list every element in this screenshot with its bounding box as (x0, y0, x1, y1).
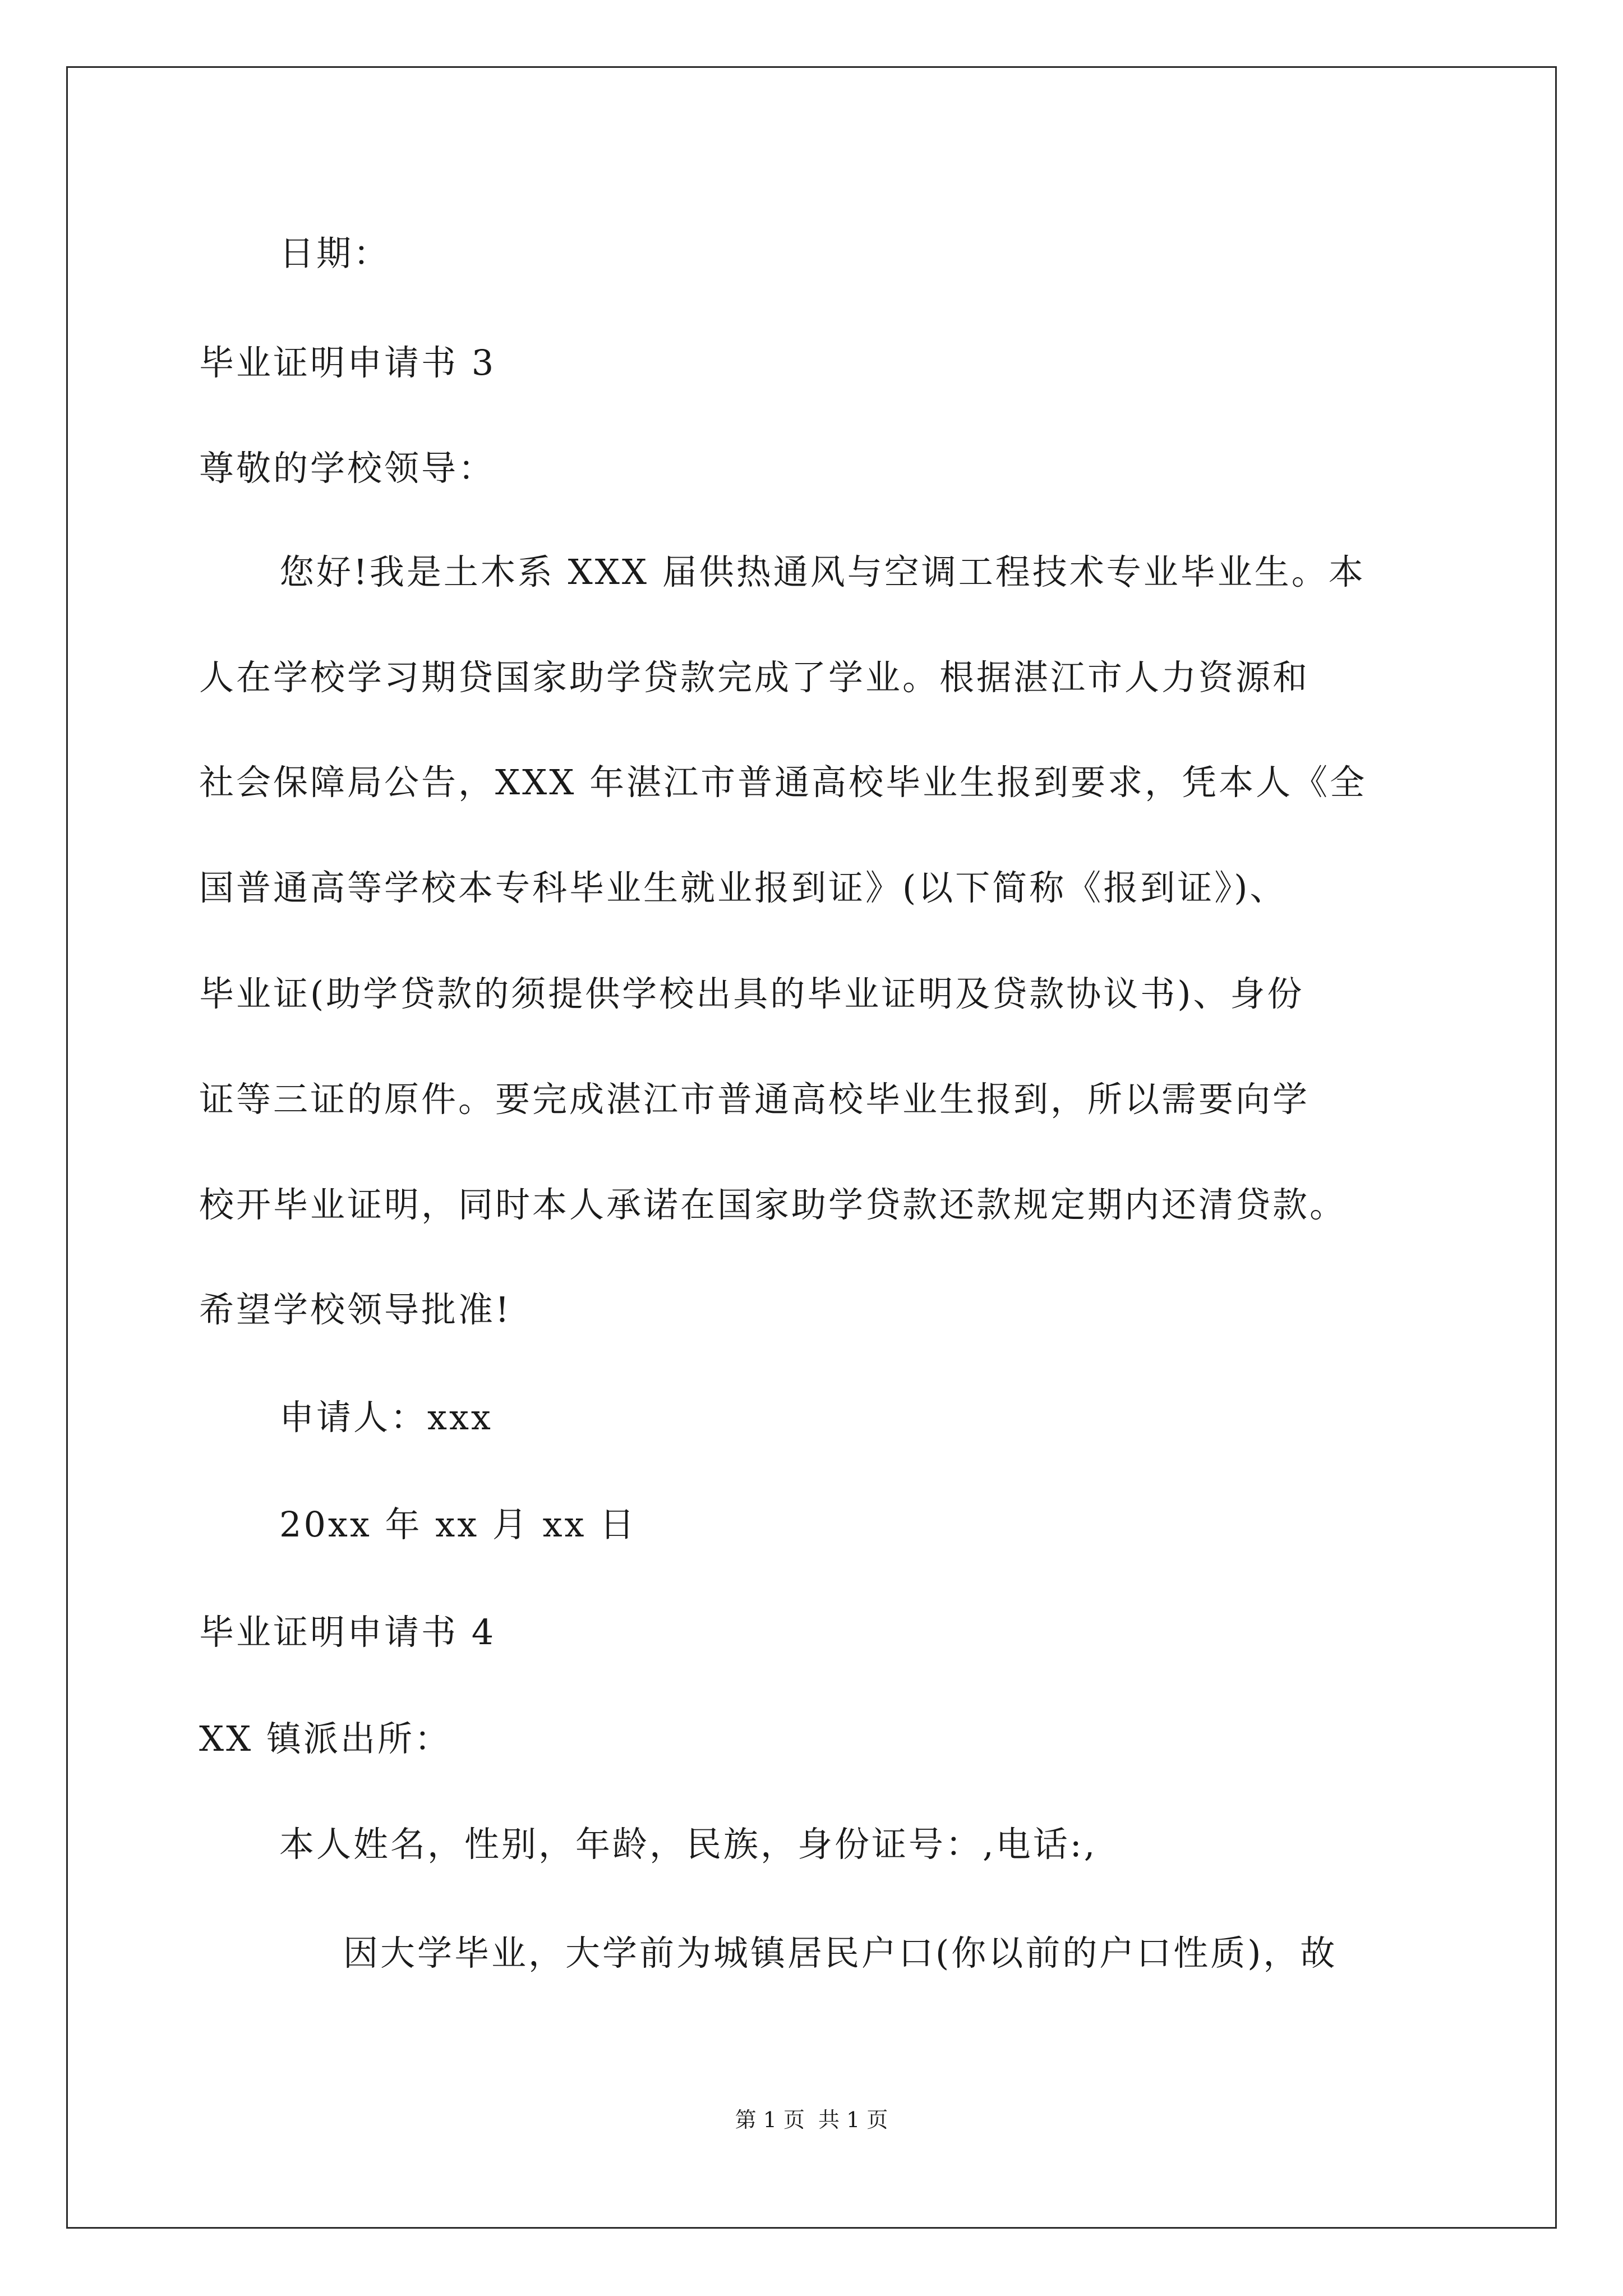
body-line: 因大学毕业，大学前为城镇居民户口(你以前的户口性质)，故 (343, 1932, 1338, 1973)
body-line: 校开毕业证明，同时本人承诺在国家助学贷款还款规定期内还清贷款。 (199, 1184, 1347, 1225)
body-line: 您好!我是土木系 XXX 届供热通风与空调工程技术专业毕业生。本 (279, 551, 1366, 592)
page-total: 共 1 页 (818, 2108, 888, 2132)
body-line: 本人姓名，性别，年龄，民族，身份证号：,电话:, (279, 1824, 1098, 1865)
page-footer (0, 2106, 1623, 2133)
section-title-3: 毕业证明申请书 3 (199, 342, 496, 383)
page-border (66, 66, 1557, 2229)
body-line: 社会保障局公告，XXX 年湛江市普通高校毕业生报到要求，凭本人《全 (199, 762, 1367, 803)
recipient-line: XX 镇派出所： (199, 1718, 451, 1759)
body-line: 国普通高等学校本专科毕业生就业报到证》(以下简称《报到证》)、 (199, 867, 1287, 908)
body-line: 人在学校学习期贷国家助学贷款完成了学业。根据湛江市人力资源和 (199, 657, 1310, 698)
section-title-4: 毕业证明申请书 4 (199, 1612, 496, 1653)
body-line: 毕业证(助学贷款的须提供学校出具的毕业证明及贷款协议书)、身份 (199, 973, 1304, 1014)
body-line: 证等三证的原件。要完成湛江市普通高校毕业生报到，所以需要向学 (199, 1079, 1310, 1120)
date-label: 日期： (279, 233, 391, 274)
applicant-line: 申请人：xxx (279, 1397, 493, 1438)
salutation: 尊敬的学校领导： (199, 448, 496, 489)
date-line: 20xx 年 xx 月 xx 日 (279, 1504, 637, 1545)
body-line: 希望学校领导批准! (199, 1289, 511, 1330)
page-number: 第 1 页 (735, 2108, 805, 2132)
